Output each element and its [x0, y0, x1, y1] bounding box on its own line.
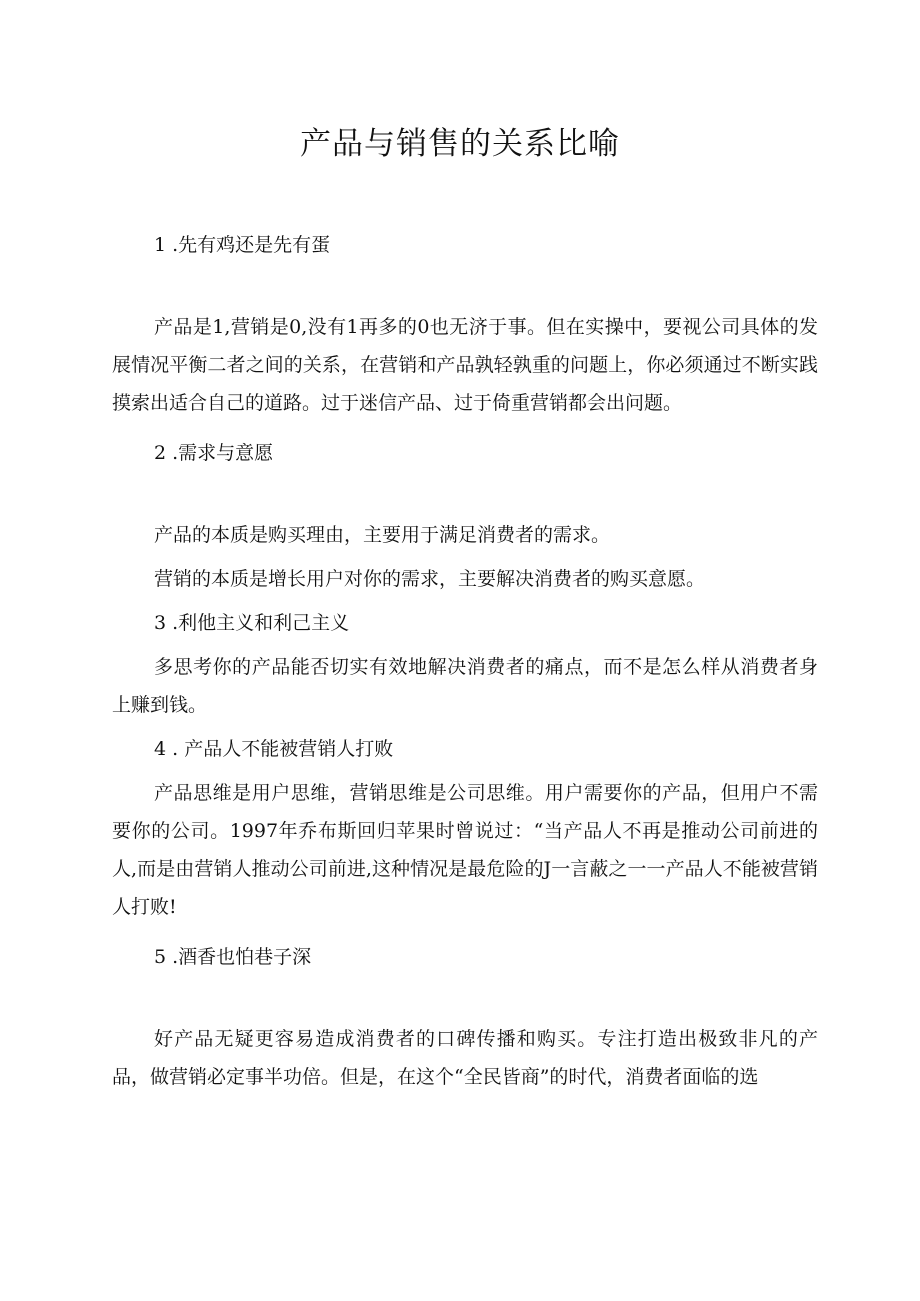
section-2-paragraph-2: 营销的本质是增长用户对你的需求，主要解决消费者的购买意愿。 [154, 568, 706, 590]
section-3-paragraph-1: 多思考你的产品能否切实有效地解决消费者的痛点，而不是怎么样从消费者身上赚到钱。 [112, 656, 818, 716]
document-title: 产品与销售的关系比喻 [300, 126, 620, 162]
section-5-paragraph-1: 好产品无疑更容易造成消费者的口碑传播和购买。专注打造出极致非凡的产品，做营销必定事半功倍。但是，在这个“全民皆商”的时代，消费者面临的选 [112, 1028, 818, 1088]
section-4-paragraph-1: 产品思维是用户思维，营销思维是公司思维。用户需要你的产品，但用户不需要你的公司。1997年乔布斯回归苹果时曾说过：“当产品人不再是推动公司前进的人,而是由营销人推动公司前进,这种情况是最危险的J一言蔽之一一产品人不能被营销人打败! [112, 782, 818, 918]
section-heading-1: 1 .先有鸡还是先有蛋 [154, 234, 331, 256]
section-heading-5: 5 .酒香也怕巷子深 [154, 946, 312, 968]
section-heading-3: 3 .利他主义和利己主义 [154, 612, 350, 634]
section-heading-2: 2 .需求与意愿 [154, 442, 274, 464]
section-1-paragraph-1: 产品是1,营销是0,没有1再多的0也无济于事。但在实操中，要视公司具体的发展情况平衡二者之间的关系，在营销和产品孰轻孰重的问题上，你必须通过不断实践摸索出适合自己的道路。过于迷信产品、过于倚重营销都会出问题。 [112, 316, 818, 414]
section-heading-4: 4 . 产品人不能被营销人打败 [154, 738, 394, 760]
document-body [112, 226, 818, 1096]
section-2-paragraph-1: 产品的本质是购买理由，主要用于满足消费者的需求。 [154, 524, 611, 546]
